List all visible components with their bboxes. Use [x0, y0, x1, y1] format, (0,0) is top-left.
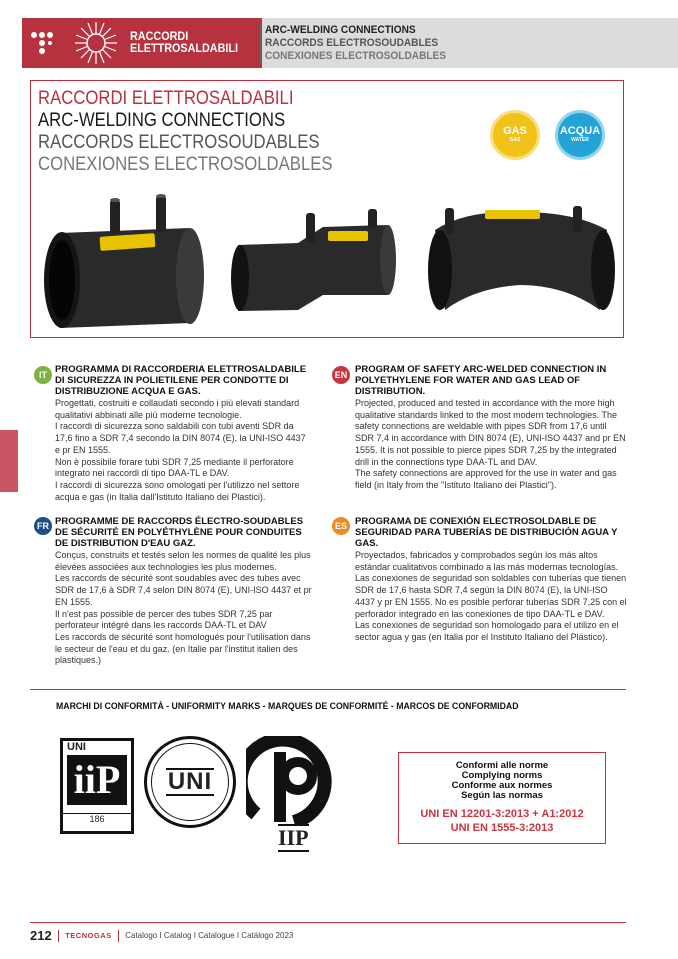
lang-badge-es: ES: [332, 517, 350, 535]
lang-badge-fr: FR: [34, 517, 52, 535]
title-es: CONEXIONES ELECTROSOLDABLES: [38, 154, 333, 175]
title-en: ARC-WELDING CONNECTIONS: [38, 110, 286, 131]
marks-heading: MARCHI DI CONFORMITÀ - UNIFORMITY MARKS - MARQUES DE CONFORMITÉ - MARCOS DE CONFORMIDAD: [56, 701, 519, 712]
water-badge-label: ACQUA: [559, 125, 601, 137]
coupler-image: [40, 188, 215, 333]
water-badge-icon: [555, 110, 605, 160]
header-sub-es: CONEXIONES ELECTROSOLDABLES: [265, 50, 447, 62]
header-title: [130, 30, 238, 54]
section-fr: [55, 516, 315, 667]
side-tab-marker: [0, 430, 18, 492]
section-en-heading: PROGRAM OF SAFETY ARC-WELDED CONNECTION IN POLYETHYLENE FOR WATER AND GAS LEAD OF DISTRIBUTION.: [355, 364, 607, 397]
iip-mark-icon: [246, 736, 342, 856]
welding-spark-icon: [68, 18, 124, 68]
gas-badge-sub: GAS: [509, 137, 521, 143]
section-es-heading: PROGRAMA DE CONEXIÓN ELECTROSOLDABLE DE SEGURIDAD PARA TUBERÍAS DE DISTRIBUCIÓN AGUA Y GAS.: [355, 516, 618, 549]
norms-label-es: Según las normas: [461, 790, 543, 801]
reducer-image: [231, 209, 396, 311]
tecnogas-logo-icon: [22, 18, 62, 68]
section-fr-p3: Il n'est pas possible de percer des tubes SDR 7,25 par perforateur intégré dans les raccords DAA-TL et DAV: [55, 608, 273, 631]
lang-badge-en: EN: [332, 366, 350, 384]
section-it: [55, 364, 313, 503]
uni-iip-mark-icon: [60, 738, 134, 834]
title-fr: RACCORDS ELECTROSOUDABLES: [38, 132, 320, 153]
footer-divider-2: [118, 930, 120, 942]
footer-line: [30, 922, 626, 923]
section-fr-heading: PROGRAMME DE RACCORDS ÉLECTRO-SOUDABLES DE SÉCURITÉ EN POLYÉTHYLÈNE POUR CONDUITES DE DISTRIBUTION D'EAU GAZ.: [55, 516, 304, 549]
header-divider: [260, 24, 261, 64]
norms-box: [398, 752, 606, 844]
lang-badge-it: IT: [34, 366, 52, 384]
section-fr-p2: Les raccords de sécurité sont soudables avec des tubes avec SDR de 17,6 à SDR 7,4 selon DIN 8074 (E), UNI-ISO 4437 et pr EN 1555.: [55, 573, 312, 607]
uni-mark-label: UNI: [167, 768, 213, 795]
section-es-p3: Las conexiones de seguridad son homologado para el utilizo en el sector agua y gas (en Italia por el Instituto Italiano del Plástico).: [355, 620, 619, 642]
gas-badge-label: GAS: [503, 125, 527, 137]
section-it-p1: Progettati, costruiti e collaudati secondo i più elevati standard qualitativi abbinati alle più moderne tecnologie.: [55, 398, 300, 420]
norms-label-it: Conformi alle norme: [455, 760, 549, 771]
section-en-p2: The safety connections are approved for the use in water and gas field (in Italy from the "Istituto Italiano dei Plastici").: [355, 468, 617, 490]
marks-separator: [30, 689, 626, 690]
title-it: RACCORDI ELETTROSALDABILI: [38, 88, 294, 109]
section-es: [355, 516, 627, 644]
section-fr-p1: Conçus, construits et testés selon les normes de qualité les plus élevées associées aux technologies les plus modernes.: [55, 550, 311, 572]
gas-badge-icon: [490, 110, 540, 160]
norms-ref-1555: UNI EN 1555-3:2013: [450, 822, 554, 834]
page-number: 212: [30, 928, 52, 943]
norms-label-fr: Conforme aux normes: [451, 780, 553, 791]
section-en: [355, 364, 627, 492]
section-it-heading: PROGRAMMA DI RACCORDERIA ELETTROSALDABILE DI SICUREZZA IN POLIETILENE PER CONDOTTE DI DISTRIBUZIONE ACQUA E GAS.: [55, 364, 307, 397]
page-title: [38, 88, 333, 176]
section-es-p2: Las conexiones de seguridad son soldables con tuberías que tienen SDR de 17,6 hasta SDR 7,4 según la DIN 8074 (E), la UNI-ISO 4437 y pr EN 1555. No es posible perforar tuberías SDR 7,25 con el perforador integrado en las conexiones de tipo DAA-TL e DAV.: [355, 573, 627, 619]
header-title-line2: ELETTROSALDABILI: [130, 41, 238, 55]
header-title-line1: RACCORDI: [130, 29, 189, 43]
header-sub-en: ARC-WELDING CONNECTIONS: [265, 24, 416, 36]
section-es-p1: Proyectados, fabricados y comprobados según los más altos estándar cualitativos combinado a las más modernas tecnologías.: [355, 550, 619, 572]
section-en-p1: Projected, produced and tested in accordance with the more high qualitative standards linked to the most modern technologies. The safety connections are weldable with pipes SDR from 17,6 until SDR 7,4 in accordance with DIN 8074 (E), UNI-ISO 4437 and pr EN 1555. It is not possible to pierce pipes SDR 7,25 by the integrated drill in the connections type DAA-TL and DAV.: [355, 398, 626, 467]
water-badge-sub: WATER: [571, 137, 589, 143]
elbow-image: [428, 206, 615, 310]
uni-iip-mark-main: iiP: [67, 755, 127, 805]
section-it-p4: I raccordi di sicurezza sono omologati per l'utilizzo nel settore acqua e gas (in Italia dall'Istituto Italiano dei Plastici).: [55, 479, 300, 502]
section-fr-p4: Les raccords de sécurité sont homologués pour l'utilisation dans le secteur de l'eau et du gaz. (en Italie par l'institut italien des plastiques.): [55, 631, 311, 666]
uni-iip-mark-top: UNI: [67, 741, 86, 753]
iip-mark-label: IIP: [278, 825, 309, 850]
header-sub-fr: RACCORDS ELECTROSOUDABLES: [265, 37, 439, 49]
uni-mark-icon: [144, 736, 236, 828]
uni-iip-mark-number: 186: [63, 813, 131, 824]
norms-label-en: Complying norms: [461, 770, 543, 781]
footer-brand: TECNOGAS: [65, 931, 112, 940]
section-it-p2: I raccordi di sicurezza sono saldabili con tubi aventi SDR da 17,6 fino a SDR 7,4 secondo la DIN 8074 (E), la UNI-ISO 4437 e pr EN 1555.: [55, 421, 306, 455]
header-subtitle: [265, 24, 446, 63]
footer-divider: [58, 930, 60, 942]
footer-catalog: Catalogo I Catalog I Catalogue I Catálogo 2023: [125, 931, 294, 940]
footer: [30, 928, 293, 943]
norms-ref-12201: UNI EN 12201-3:2013 + A1:2012: [420, 808, 584, 820]
section-it-p3: Non è possibile forare tubi SDR 7,25 mediante il perforatore integrato nei raccordi di tipo DAA-TL e DAV.: [55, 456, 294, 479]
